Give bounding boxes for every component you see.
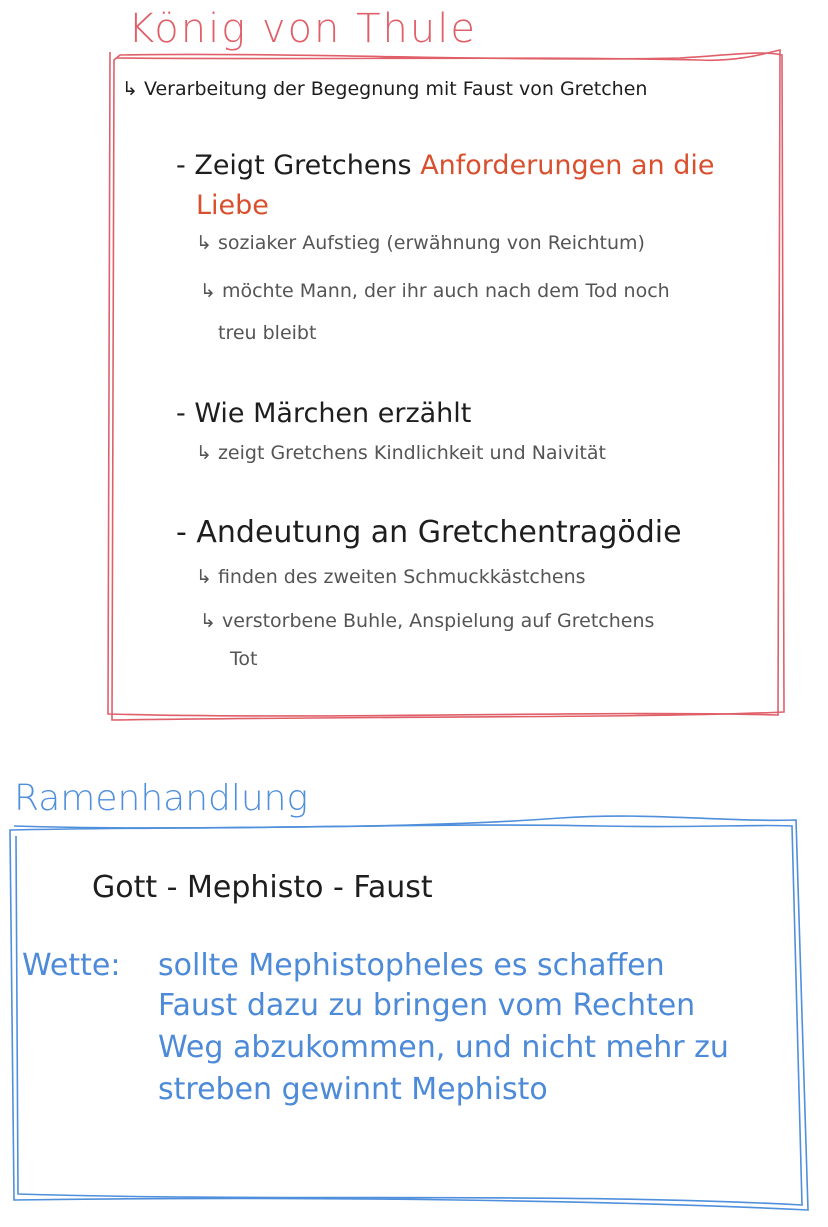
wette-line-1: sollte Mephistopheles es schaffen (158, 948, 665, 983)
point3-heading: - Andeutung an Gretchentragödie (176, 515, 682, 550)
point3-detail-1: ↳ finden des zweiten Schmuckkästchens (196, 566, 586, 588)
wette-line-4: streben gewinnt Mephisto (158, 1072, 548, 1107)
point1-detail-3: treu bleibt (218, 322, 317, 344)
point1-heading-prefix: - Zeigt Gretchens (176, 150, 421, 181)
point2-heading: - Wie Märchen erzählt (176, 398, 472, 429)
point1-detail-1: ↳ soziaker Aufstieg (erwähnung von Reichtum) (196, 232, 645, 254)
section-title-koenig-von-thule: König von Thule (128, 6, 477, 52)
point1-heading-highlight-cont: Liebe (196, 190, 269, 221)
point2-detail-1: ↳ zeigt Gretchens Kindlichkeit und Naivität (196, 442, 606, 464)
section1-subtitle: ↳ Verarbeitung der Begegnung mit Faust von Gretchen (122, 78, 648, 100)
point1-detail-2: ↳ möchte Mann, der ihr auch nach dem Tod noch (200, 280, 670, 302)
point3-detail-2: ↳ verstorbene Buhle, Anspielung auf Gretchens (200, 610, 655, 632)
section-title-ramenhandlung: Ramenhandlung (14, 778, 309, 819)
point1-heading (176, 150, 714, 181)
wette-line-3: Weg abzukommen, und nicht mehr zu (158, 1030, 729, 1065)
section2-line1: Gott - Mephisto - Faust (92, 870, 433, 905)
point1-heading-highlight: Anforderungen an die (420, 150, 715, 181)
wette-line-2: Faust dazu zu bringen vom Rechten (158, 988, 696, 1023)
wette-label: Wette: (22, 948, 121, 983)
point3-detail-3: Tot (230, 648, 258, 670)
